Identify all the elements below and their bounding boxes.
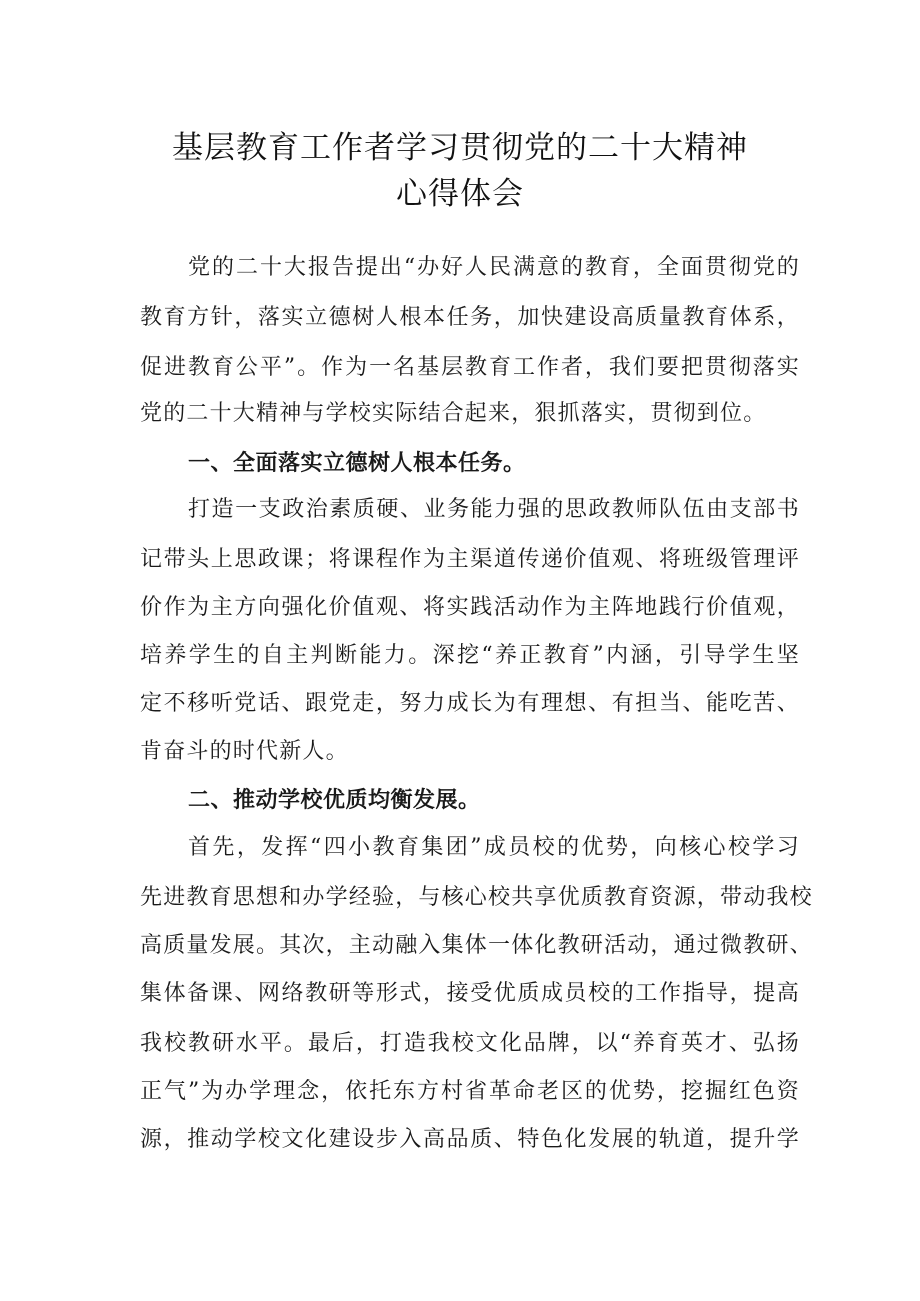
document-title: 基层教育工作者学习贯彻党的二十大精神	[172, 130, 748, 166]
section-heading: 一、全面落实立德树人根本任务。	[188, 451, 526, 476]
paragraph-line: 定不移听党话、跟党走，努力成长为有理想、有担当、能吃苦、	[140, 691, 800, 716]
paragraph-line: 教育方针，落实立德树人根本任务，加快建设高质量教育体系，	[140, 305, 800, 330]
paragraph-line: 记带头上思政课；将课程作为主渠道传递价值观、将班级管理评	[140, 547, 800, 572]
paragraph-line: 高质量发展。其次，主动融入集体一体化教研活动，通过微教研、	[140, 933, 813, 958]
paragraph-line: 正气”为办学理念，依托东方村省革命老区的优势，挖掘红色资	[140, 1079, 800, 1104]
paragraph-line: 党的二十大精神与学校实际结合起来，狠抓落实，贯彻到位。	[140, 401, 767, 426]
section-heading: 二、推动学校优质均衡发展。	[188, 788, 481, 813]
paragraph-line: 首先，发挥“四小教育集团”成员校的优势，向核心校学习	[188, 835, 800, 860]
paragraph-line: 党的二十大报告提出“办好人民满意的教育，全面贯彻党的	[188, 255, 800, 280]
paragraph-line: 价作为主方向强化价值观、将实践活动作为主阵地践行价值观，	[140, 595, 800, 620]
paragraph-line: 培养学生的自主判断能力。深挖“养正教育”内涵，引导学生坚	[140, 643, 800, 668]
paragraph-line: 集体备课、网络教研等形式，接受优质成员校的工作指导，提高	[140, 981, 800, 1006]
paragraph-line: 打造一支政治素质硬、业务能力强的思政教师队伍由支部书	[188, 497, 800, 522]
paragraph-line: 肯奋斗的时代新人。	[140, 739, 349, 764]
paragraph-line: 先进教育思想和办学经验，与核心校共享优质教育资源，带动我校	[140, 885, 813, 910]
paragraph-line: 源，推动学校文化建设步入高品质、特色化发展的轨道，提升学	[140, 1127, 800, 1152]
paragraph-line: 我校教研水平。最后，打造我校文化品牌，以“养育英才、弘扬	[140, 1031, 800, 1056]
paragraph-line: 促进教育公平”。作为一名基层教育工作者，我们要把贯彻落实	[140, 355, 800, 380]
document-subtitle: 心得体会	[396, 176, 524, 212]
